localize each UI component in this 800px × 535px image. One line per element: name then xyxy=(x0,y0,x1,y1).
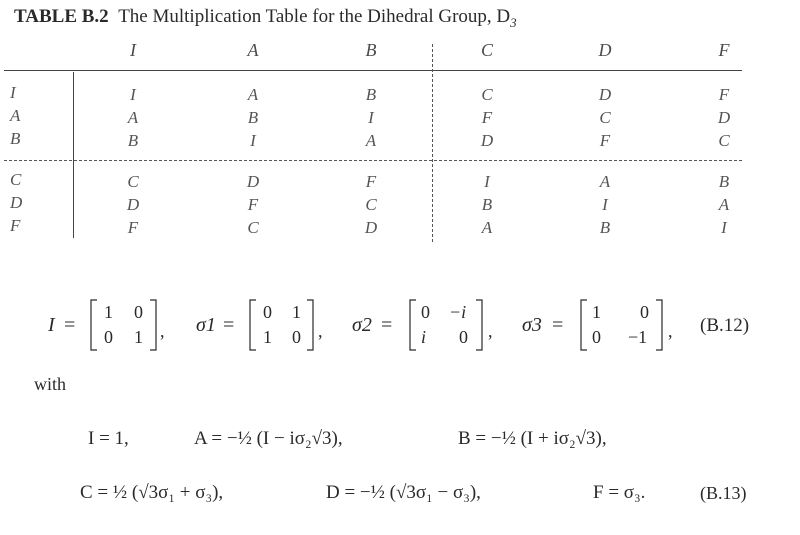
svg-text:=: = xyxy=(64,314,76,336)
svg-text:,: , xyxy=(488,321,493,341)
table-cell: A xyxy=(247,85,259,104)
svg-text:=: = xyxy=(381,314,393,336)
table-dashed-vertical-divider xyxy=(432,44,433,242)
definition-F: F = σ₃. xyxy=(593,482,646,503)
table-cell: D xyxy=(364,218,378,237)
svg-text:=: = xyxy=(223,314,235,336)
table-cell: I xyxy=(484,172,490,191)
definition-B: B = −½ (I + iσ₂√3), xyxy=(458,428,607,449)
definition-I: I = 1, xyxy=(88,428,129,449)
matrix-entry: 0 xyxy=(421,302,430,322)
table-cell: B xyxy=(127,131,139,150)
row-label-F: F xyxy=(10,216,21,235)
table-cell: A xyxy=(127,108,139,127)
table-title-subscript: 3 xyxy=(510,14,517,30)
table-cell: A xyxy=(365,131,377,150)
table-caption xyxy=(14,6,517,31)
table-cell: D xyxy=(598,85,612,104)
matrix-entry: 0 xyxy=(263,302,272,322)
table-cell: C xyxy=(718,131,730,150)
table-header-rule xyxy=(4,70,742,71)
row-label-A: A xyxy=(10,106,21,125)
column-header-B: B xyxy=(365,40,377,60)
table-cell: I xyxy=(368,108,374,127)
svg-text:,: , xyxy=(318,321,323,341)
row-label-I: I xyxy=(10,83,16,102)
matrix-entry: 0 xyxy=(640,302,649,322)
table-cell: B xyxy=(599,218,611,237)
table-cell: F xyxy=(718,85,730,104)
equation-number-b12: (B.12) xyxy=(700,315,750,336)
table-cell: B xyxy=(247,108,259,127)
table-cell: D xyxy=(480,131,494,150)
table-row-label-rule xyxy=(73,72,74,238)
column-header-D: D xyxy=(598,40,612,60)
matrix-entry: i xyxy=(421,327,427,347)
column-header-A: A xyxy=(247,40,259,60)
matrix-entry: −1 xyxy=(628,327,648,347)
matrix-entry: 0 xyxy=(104,327,113,347)
svg-text:,: , xyxy=(668,321,673,341)
matrix-entry: −i xyxy=(449,302,467,322)
svg-text:,: , xyxy=(160,321,165,341)
table-cell: F xyxy=(247,195,259,214)
matrix-I-name: I xyxy=(48,314,55,336)
table-cell: F xyxy=(599,131,611,150)
matrix-entry: 1 xyxy=(134,327,143,347)
matrix-sigma1-name: σ1 xyxy=(196,314,216,336)
table-cell: A xyxy=(599,172,611,191)
table-cell: A xyxy=(481,218,493,237)
matrix-sigma3-name: σ3 xyxy=(522,314,542,336)
matrix-entry: 1 xyxy=(263,327,272,347)
table-cell: D xyxy=(717,108,731,127)
table-cell: F xyxy=(127,218,139,237)
table-cell: B xyxy=(481,195,493,214)
definition-D: D = −½ (√3σ₁ − σ₃), xyxy=(326,482,481,503)
table-cell: B xyxy=(365,85,377,104)
matrix-entry: 0 xyxy=(459,327,468,347)
table-cell: B xyxy=(718,172,730,191)
matrix-entry: 0 xyxy=(134,302,143,322)
table-title: The Multiplication Table for the Dihedral Group, D xyxy=(118,6,511,27)
table-cell: C xyxy=(127,172,139,191)
matrix-entry: 0 xyxy=(292,327,301,347)
column-header-F: F xyxy=(718,40,730,60)
row-label-D: D xyxy=(10,193,23,212)
matrix-sigma2-name: σ2 xyxy=(352,314,372,336)
column-header-I: I xyxy=(130,40,136,60)
table-cell: I xyxy=(130,85,136,104)
table-label: TABLE B.2 xyxy=(14,6,109,27)
pauli-matrices-equation xyxy=(0,285,800,365)
definition-C: C = ½ (√3σ₁ + σ₃), xyxy=(80,482,224,503)
matrix-entry: 1 xyxy=(104,302,113,322)
table-cell: F xyxy=(481,108,493,127)
table-cell: A xyxy=(718,195,730,214)
table-cell: C xyxy=(481,85,493,104)
svg-text:=: = xyxy=(552,314,564,336)
column-header-C: C xyxy=(480,40,494,60)
table-cell: C xyxy=(365,195,377,214)
definition-A: A = −½ (I − iσ₂√3), xyxy=(194,428,343,449)
row-label-C: C xyxy=(10,170,22,189)
table-cell: D xyxy=(126,195,140,214)
table-dashed-horizontal-divider xyxy=(4,160,742,161)
equation-number-b13: (B.13) xyxy=(700,483,747,503)
matrix-entry: 1 xyxy=(592,302,601,322)
matrix-entry: 0 xyxy=(592,327,601,347)
table-cell: F xyxy=(365,172,377,191)
table-cell: I xyxy=(721,218,727,237)
table-cell: D xyxy=(246,172,260,191)
matrix-entry: 1 xyxy=(292,302,301,322)
table-cell: C xyxy=(247,218,259,237)
table-cell: C xyxy=(599,108,611,127)
row-label-B: B xyxy=(10,129,21,148)
table-cell: I xyxy=(250,131,256,150)
with-label: with xyxy=(34,374,67,394)
table-cell: I xyxy=(602,195,608,214)
